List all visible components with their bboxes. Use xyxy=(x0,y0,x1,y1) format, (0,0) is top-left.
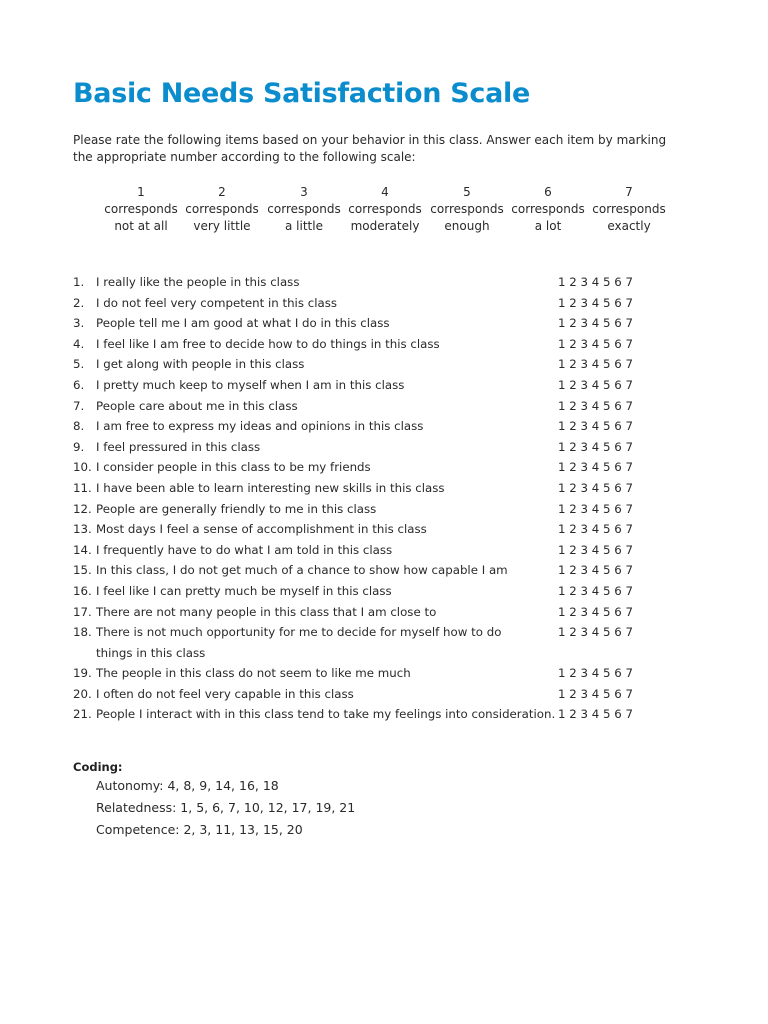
item-row xyxy=(73,314,673,335)
scale-label-line2: moderately xyxy=(350,219,420,233)
scale-label-line1: corresponds xyxy=(430,202,504,216)
item-text-line: I really like the people in this class xyxy=(96,275,300,289)
scale-point xyxy=(343,184,427,235)
item-text xyxy=(96,375,556,396)
item-row xyxy=(73,603,673,624)
rating-options[interactable]: 1 2 3 4 5 6 7 xyxy=(558,522,634,537)
item-row xyxy=(73,458,673,479)
rating-options[interactable]: 1 2 3 4 5 6 7 xyxy=(558,460,634,475)
scale-point xyxy=(262,184,346,235)
instructions: Please rate the following items based on your behavior in this class. Answer each item by marking the appropriate number according to the following scale: xyxy=(73,133,667,164)
item-text xyxy=(96,499,556,520)
rating-options[interactable]: 1 2 3 4 5 6 7 xyxy=(558,377,634,392)
item-text-line: The people in this class do not seem to like me much xyxy=(96,666,411,681)
rating-options[interactable]: 1 2 3 4 5 6 7 xyxy=(558,419,634,434)
rating-options[interactable]: 1 2 3 4 5 6 7 xyxy=(558,357,634,372)
item-number: 14. xyxy=(73,542,92,557)
item-number: 20. xyxy=(73,686,92,701)
scale-number: 1 xyxy=(137,185,145,199)
item-text-line: I have been able to learn interesting new skills in this class xyxy=(96,480,445,495)
item-row xyxy=(73,397,673,418)
item-text-line: There is not much opportunity for me to decide for myself how to do xyxy=(96,625,502,640)
coding-competence: Competence: 2, 3, 11, 13, 15, 20 xyxy=(96,822,303,837)
scale-label-line2: not at all xyxy=(114,219,168,233)
scale-point xyxy=(99,184,183,235)
rating-options[interactable]: 1 2 3 4 5 6 7 xyxy=(558,563,634,578)
item-text-line: things in this class xyxy=(96,645,206,660)
item-number: 10. xyxy=(73,460,92,475)
scale-label-line1: corresponds xyxy=(185,202,259,216)
rating-options[interactable]: 1 2 3 4 5 6 7 xyxy=(558,686,634,701)
item-text-line: I get along with people in this class xyxy=(96,357,305,372)
rating-options[interactable]: 1 2 3 4 5 6 7 xyxy=(558,275,634,289)
item-text-line: People I interact with in this class tend to take my feelings into consideration. xyxy=(96,707,556,722)
item-text-line: I frequently have to do what I am told in this class xyxy=(96,542,393,557)
item-text-line: I consider people in this class to be my friends xyxy=(96,460,371,475)
scale-number: 4 xyxy=(381,185,389,199)
item-row xyxy=(73,376,673,397)
scale-label-line1: corresponds xyxy=(104,202,178,216)
rating-options[interactable]: 1 2 3 4 5 6 7 xyxy=(558,666,634,681)
scale-label-line1: corresponds xyxy=(511,202,585,216)
item-number: 19. xyxy=(73,666,92,681)
item-text xyxy=(96,396,556,417)
item-number: 2. xyxy=(73,295,85,310)
item-row xyxy=(73,479,673,500)
item-text xyxy=(96,519,556,540)
item-row xyxy=(73,335,673,356)
item-text-line: People care about me in this class xyxy=(96,398,298,413)
item-number: 11. xyxy=(73,480,92,495)
rating-options[interactable]: 1 2 3 4 5 6 7 xyxy=(558,336,634,351)
item-text xyxy=(96,313,556,334)
item-text xyxy=(96,684,556,705)
scale-number: 5 xyxy=(463,185,471,199)
item-row xyxy=(73,500,673,521)
item-row xyxy=(73,520,673,541)
item-row xyxy=(73,541,673,562)
item-text xyxy=(96,581,556,602)
item-text-line: In this class, I do not get much of a chance to show how capable I am xyxy=(96,563,508,578)
rating-options[interactable]: 1 2 3 4 5 6 7 xyxy=(558,501,634,516)
item-row xyxy=(73,623,673,664)
item-text-line: I often do not feel very capable in this class xyxy=(96,686,354,701)
item-row xyxy=(73,582,673,603)
scale-label-line2: enough xyxy=(444,219,490,233)
item-row xyxy=(73,355,673,376)
rating-options[interactable]: 1 2 3 4 5 6 7 xyxy=(558,542,634,557)
rating-options[interactable]: 1 2 3 4 5 6 7 xyxy=(558,707,634,722)
page-title: Basic Needs Satisfaction Scale xyxy=(73,78,530,109)
scale-label-line1: corresponds xyxy=(267,202,341,216)
item-text xyxy=(96,602,556,623)
item-number: 7. xyxy=(73,398,85,413)
item-row xyxy=(73,685,673,706)
item-row xyxy=(73,438,673,459)
scale-point xyxy=(425,184,509,235)
item-text xyxy=(96,704,556,725)
rating-options[interactable]: 1 2 3 4 5 6 7 xyxy=(558,604,634,619)
item-number: 17. xyxy=(73,604,92,619)
item-number: 9. xyxy=(73,439,85,454)
item-text xyxy=(96,457,556,478)
item-text-line: I pretty much keep to myself when I am in this class xyxy=(96,377,405,392)
item-text xyxy=(96,437,556,458)
item-number: 16. xyxy=(73,583,92,598)
item-row xyxy=(73,705,673,726)
scale-point xyxy=(587,184,671,235)
scale-point xyxy=(506,184,590,235)
scale-label-line2: a lot xyxy=(534,219,562,233)
rating-options[interactable]: 1 2 3 4 5 6 7 xyxy=(558,316,634,331)
rating-options[interactable]: 1 2 3 4 5 6 7 xyxy=(558,583,634,598)
item-text-line: There are not many people in this class that I am close to xyxy=(96,604,437,619)
item-text xyxy=(96,478,556,499)
item-text-line: I feel like I am free to decide how to do things in this class xyxy=(96,336,440,351)
item-number: 21. xyxy=(73,707,92,722)
item-text xyxy=(96,663,556,684)
item-number: 8. xyxy=(73,419,85,434)
item-number: 13. xyxy=(73,522,92,537)
item-text xyxy=(96,560,556,581)
scale-number: 7 xyxy=(625,185,633,199)
item-text xyxy=(96,272,556,293)
scale-point xyxy=(180,184,264,235)
item-number: 1. xyxy=(73,275,85,289)
item-number: 15. xyxy=(73,563,92,578)
item-text-line: I am free to express my ideas and opinions in this class xyxy=(96,419,424,434)
scale-number: 6 xyxy=(544,185,552,199)
item-number: 12. xyxy=(73,501,92,516)
questionnaire-items xyxy=(73,273,673,726)
scale-label-line1: corresponds xyxy=(348,202,422,216)
item-text-line: I do not feel very competent in this class xyxy=(96,295,338,310)
item-number: 4. xyxy=(73,336,85,351)
item-row xyxy=(73,664,673,685)
item-number: 5. xyxy=(73,357,85,372)
item-row xyxy=(73,561,673,582)
item-row xyxy=(73,294,673,315)
rating-options[interactable]: 1 2 3 4 5 6 7 xyxy=(558,398,634,413)
item-text xyxy=(96,293,556,314)
item-number: 3. xyxy=(73,316,85,331)
item-text-line: People tell me I am good at what I do in this class xyxy=(96,316,390,331)
scale-label-line2: very little xyxy=(193,219,251,233)
scale-label-line2: a little xyxy=(285,219,323,233)
scale-number: 2 xyxy=(218,185,226,199)
item-text-line: Most days I feel a sense of accomplishment in this class xyxy=(96,522,427,537)
item-text xyxy=(96,540,556,561)
item-text-line: People are generally friendly to me in this class xyxy=(96,501,377,516)
item-row xyxy=(73,273,673,294)
coding-heading: Coding: xyxy=(73,760,123,774)
coding-relatedness: Relatedness: 1, 5, 6, 7, 10, 12, 17, 19, 21 xyxy=(96,800,356,815)
coding-autonomy: Autonomy: 4, 8, 9, 14, 16, 18 xyxy=(96,778,279,793)
rating-options[interactable]: 1 2 3 4 5 6 7 xyxy=(558,480,634,495)
scale-label-line1: corresponds xyxy=(592,202,666,216)
item-text xyxy=(96,622,556,663)
item-text xyxy=(96,416,556,437)
item-text xyxy=(96,334,556,355)
item-number: 6. xyxy=(73,377,85,392)
scale-label-line2: exactly xyxy=(607,219,651,233)
rating-options[interactable]: 1 2 3 4 5 6 7 xyxy=(558,439,634,454)
scale-number: 3 xyxy=(300,185,308,199)
rating-options[interactable]: 1 2 3 4 5 6 7 xyxy=(558,625,634,640)
rating-options[interactable]: 1 2 3 4 5 6 7 xyxy=(558,295,634,310)
item-row xyxy=(73,417,673,438)
item-number: 18. xyxy=(73,625,92,640)
item-text xyxy=(96,354,556,375)
item-text-line: I feel like I can pretty much be myself in this class xyxy=(96,583,392,598)
item-text-line: I feel pressured in this class xyxy=(96,439,261,454)
